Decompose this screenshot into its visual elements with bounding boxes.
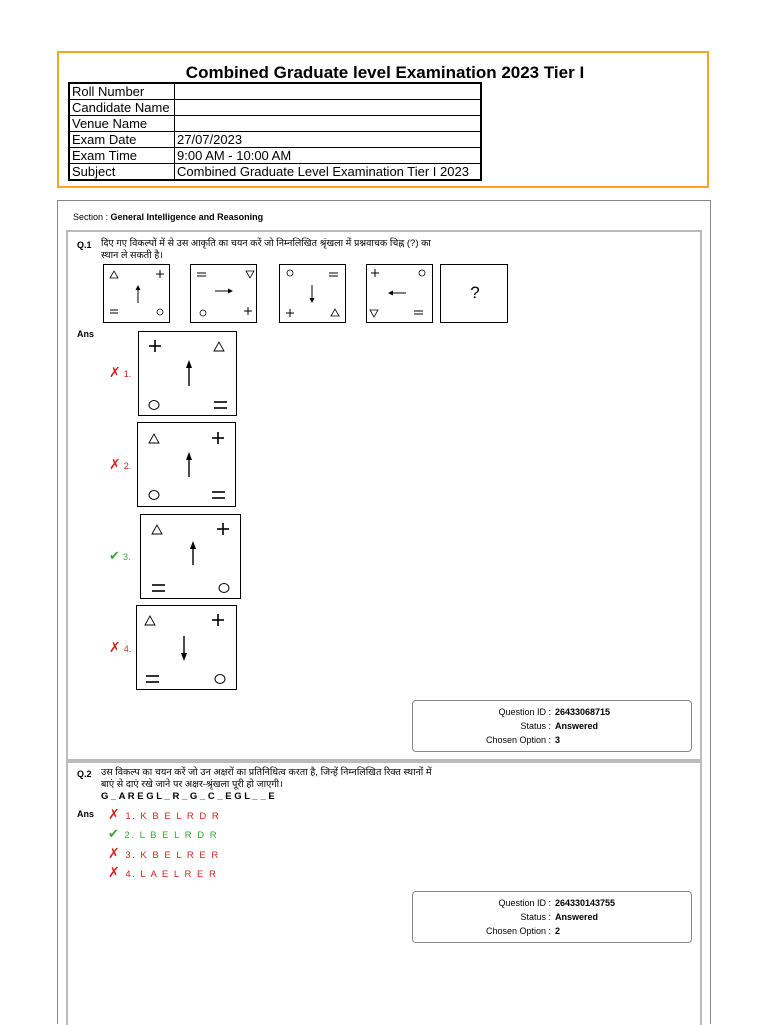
table-row bbox=[69, 116, 481, 132]
option-1 bbox=[108, 806, 220, 823]
roll-number-value bbox=[175, 83, 482, 100]
answer-label: Ans bbox=[77, 329, 95, 339]
option-4 bbox=[108, 864, 217, 881]
question-text-line: बाएं से दाएं रखे जाने पर अक्षर-श्रृंखला पूरी हो जाएगी। bbox=[101, 779, 283, 790]
option-label: 4. bbox=[123, 644, 132, 654]
status-row bbox=[413, 912, 689, 925]
exam-time-value: 9:00 AM - 10:00 AM bbox=[175, 148, 482, 164]
exam-title: Combined Graduate level Examination 2023 Tier I bbox=[185, 63, 585, 82]
option-text: 3. K B E L R E R bbox=[125, 850, 220, 861]
candidate-info-table bbox=[68, 82, 482, 181]
exam-date-value: 27/07/2023 bbox=[175, 132, 482, 148]
status-row bbox=[413, 721, 689, 734]
venue-name-label: Venue Name bbox=[69, 116, 175, 132]
question-text-line: उस विकल्प का चयन करें जो उन अक्षरों का प्रतिनिधित्व करता है, जिन्हें निम्नलिखित रिक्त स्थानों में bbox=[101, 767, 432, 778]
question-1 bbox=[66, 230, 702, 761]
section-prefix: Section : bbox=[73, 212, 111, 222]
question-id-label: Question ID : bbox=[498, 707, 551, 717]
option-2 bbox=[108, 826, 218, 842]
option-text: 4. L A E L R E R bbox=[125, 869, 218, 880]
chosen-option-label: Chosen Option : bbox=[485, 926, 551, 936]
option-1-marker bbox=[109, 364, 131, 381]
problem-figure-4 bbox=[366, 264, 433, 323]
problem-figure-question bbox=[440, 264, 508, 323]
cross-icon: ✗ bbox=[109, 639, 121, 655]
question-text bbox=[101, 767, 541, 803]
venue-name-value bbox=[175, 116, 482, 132]
chosen-option-row bbox=[413, 735, 689, 748]
roll-number-label: Roll Number bbox=[69, 83, 175, 100]
question-id-value: 26433068715 bbox=[555, 707, 611, 717]
question-2 bbox=[66, 761, 702, 1025]
table-row bbox=[69, 83, 481, 100]
letter-series: G _ A R E G L _ R _ G _ C _ E G L _ _ E bbox=[101, 791, 275, 802]
question-mark-symbol: ? bbox=[470, 283, 480, 302]
cross-icon: ✗ bbox=[109, 364, 121, 380]
candidate-name-label: Candidate Name bbox=[69, 100, 175, 116]
chosen-option-row bbox=[413, 926, 689, 939]
candidate-name-value bbox=[175, 100, 482, 116]
chosen-option-label: Chosen Option : bbox=[485, 735, 551, 745]
table-row bbox=[69, 164, 481, 181]
exam-header bbox=[57, 51, 709, 188]
cross-icon: ✗ bbox=[108, 845, 122, 861]
response-sheet bbox=[57, 200, 711, 1024]
question-id-row bbox=[413, 707, 689, 720]
exam-date-label: Exam Date bbox=[69, 132, 175, 148]
chosen-option-value: 3 bbox=[555, 735, 561, 745]
check-icon: ✔ bbox=[108, 826, 121, 841]
option-2-figure bbox=[137, 422, 236, 507]
section-name: General Intelligence and Reasoning bbox=[110, 212, 264, 222]
status-value: Answered bbox=[555, 912, 599, 922]
option-3 bbox=[108, 845, 220, 862]
status-value: Answered bbox=[555, 721, 599, 731]
answer-label: Ans bbox=[77, 809, 95, 819]
table-row bbox=[69, 148, 481, 164]
section-label bbox=[73, 212, 263, 222]
option-2-marker bbox=[109, 456, 131, 473]
question-status-box bbox=[412, 891, 692, 943]
status-label: Status : bbox=[520, 912, 551, 922]
option-3-marker bbox=[109, 548, 130, 564]
problem-figure-2 bbox=[190, 264, 257, 323]
question-status-box bbox=[412, 700, 692, 752]
cross-icon: ✗ bbox=[108, 864, 122, 880]
table-row bbox=[69, 132, 481, 148]
cross-icon: ✗ bbox=[109, 456, 121, 472]
table-row bbox=[69, 100, 481, 116]
check-icon: ✔ bbox=[109, 548, 120, 563]
exam-time-label: Exam Time bbox=[69, 148, 175, 164]
question-text-line: दिए गए विकल्पों में से उस आकृति का चयन करें जो निम्नलिखित श्रृंखला में प्रश्नवाचक चिह्न (?) का bbox=[101, 238, 431, 249]
question-text-line: स्थान ले सकती है। bbox=[101, 250, 163, 261]
problem-figure-3 bbox=[279, 264, 346, 323]
subject-label: Subject bbox=[69, 164, 175, 181]
question-number: Q.1 bbox=[77, 240, 92, 250]
option-text: 1. K B E L R D R bbox=[125, 811, 221, 822]
option-3-figure bbox=[140, 514, 241, 599]
subject-value: Combined Graduate Level Examination Tier I 2023 bbox=[175, 164, 482, 181]
question-id-value: 264330143755 bbox=[555, 898, 616, 908]
question-id-row bbox=[413, 898, 689, 911]
question-number: Q.2 bbox=[77, 769, 92, 779]
cross-icon: ✗ bbox=[108, 806, 122, 822]
status-label: Status : bbox=[520, 721, 551, 731]
option-1-figure bbox=[138, 331, 237, 416]
option-label: 3. bbox=[122, 552, 131, 562]
option-label: 2. bbox=[123, 461, 132, 471]
option-label: 1. bbox=[123, 369, 132, 379]
question-id-label: Question ID : bbox=[498, 898, 551, 908]
option-4-figure bbox=[136, 605, 237, 690]
option-4-marker bbox=[109, 639, 131, 656]
chosen-option-value: 2 bbox=[555, 926, 561, 936]
problem-figure-1 bbox=[103, 264, 170, 323]
question-text bbox=[101, 238, 541, 262]
option-text: 2. L B E L R D R bbox=[124, 830, 219, 841]
